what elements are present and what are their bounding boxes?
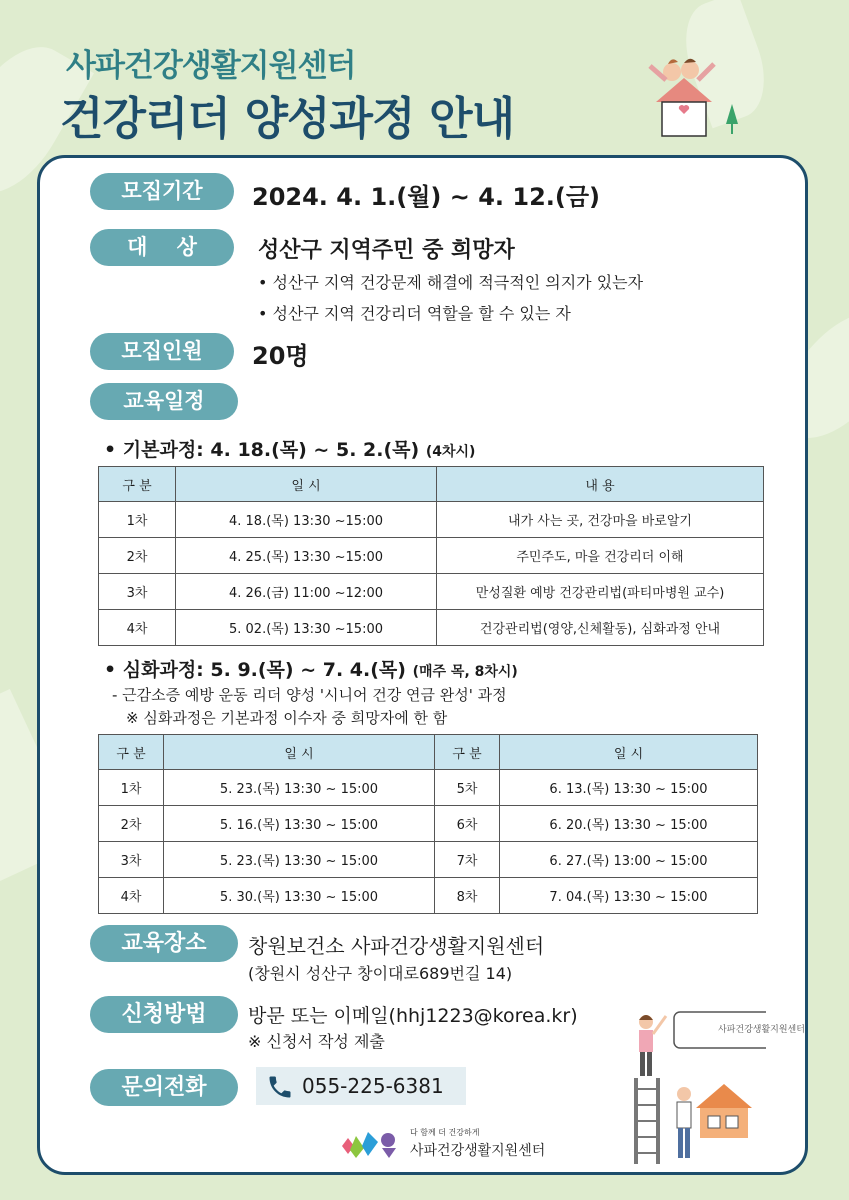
table-header-cell: 구 분 [435, 735, 500, 770]
table-cell: 4. 26.(금) 11:00 ~12:00 [176, 574, 437, 610]
table-cell: 5. 16.(목) 13:30 ~ 15:00 [164, 806, 435, 842]
table-cell: 3차 [99, 842, 164, 878]
table-row [99, 502, 764, 538]
basic-course-title [104, 435, 475, 462]
table-cell: 2차 [99, 806, 164, 842]
venue-value: 창원보건소 사파건강생활지원센터 [248, 934, 545, 958]
target-bullet-2: • 성산구 지역 건강리더 역할을 할 수 있는 자 [258, 304, 571, 323]
table-header-row [99, 467, 764, 502]
advanced-course-remark: ※ 심화과정은 기본과정 이수자 중 희망자에 한 함 [126, 709, 448, 727]
table-header-cell: 일 시 [176, 467, 437, 502]
table-cell: 5차 [435, 770, 500, 806]
table-row [99, 538, 764, 574]
table-cell: 건강관리법(영양,신체활동), 심화과정 안내 [437, 610, 764, 646]
apply-label: 신청방법 [90, 996, 238, 1033]
table-cell: 6. 27.(목) 13:00 ~ 15:00 [500, 842, 758, 878]
table-header-cell: 구 분 [99, 467, 176, 502]
table-cell: 2차 [99, 538, 176, 574]
table-cell: 8차 [435, 878, 500, 914]
contact-label: 문의전화 [90, 1069, 238, 1106]
table-header-cell: 일 시 [164, 735, 435, 770]
phone-box [256, 1067, 466, 1105]
table-cell: 7차 [435, 842, 500, 878]
table-cell: 만성질환 예방 건강관리법(파티마병원 교수) [437, 574, 764, 610]
advanced-course-note: (매주 목, 8차시) [412, 664, 518, 680]
schedule-label: 교육일정 [90, 383, 238, 420]
target-label: 대 상 [90, 229, 234, 266]
table-cell: 1차 [99, 770, 164, 806]
advanced-course-title [104, 655, 518, 682]
table-cell: 7. 04.(목) 13:30 ~ 15:00 [500, 878, 758, 914]
table-cell: 5. 23.(목) 13:30 ~ 15:00 [164, 842, 435, 878]
table-header-row [99, 735, 758, 770]
advanced-course-title-text: • 심화과정: 5. 9.(목) ~ 7. 4.(목) [104, 659, 406, 681]
table-row [99, 770, 758, 806]
table-header-cell: 구 분 [99, 735, 164, 770]
table-cell: 4차 [99, 878, 164, 914]
venue-label: 교육장소 [90, 925, 238, 962]
basic-course-table [98, 466, 764, 646]
center-logo-icon [338, 1126, 408, 1162]
table-cell: 3차 [99, 574, 176, 610]
table-cell: 4. 25.(목) 13:30 ~15:00 [176, 538, 437, 574]
table-row [99, 842, 758, 878]
table-cell: 5. 23.(목) 13:30 ~ 15:00 [164, 770, 435, 806]
table-cell: 5. 02.(목) 13:30 ~15:00 [176, 610, 437, 646]
table-cell: 6. 13.(목) 13:30 ~ 15:00 [500, 770, 758, 806]
page-title: 건강리더 양성과정 안내 [60, 92, 515, 145]
apply-note: ※ 신청서 작성 제출 [248, 1032, 385, 1051]
capacity-label: 모집인원 [90, 333, 234, 370]
table-header-cell: 일 시 [500, 735, 758, 770]
recruit-period-value: 2024. 4. 1.(월) ~ 4. 12.(금) [252, 183, 601, 211]
bubble-logo-org: 사파건강생활지원센터 [718, 1025, 805, 1035]
phone-icon [266, 1073, 294, 1101]
table-row [99, 574, 764, 610]
basic-course-note: (4차시) [425, 444, 476, 460]
table-cell: 6차 [435, 806, 500, 842]
footer-slogan: 다 함께 더 건강하게 [410, 1128, 480, 1137]
family-house-illustration [640, 58, 750, 142]
capacity-value: 20명 [252, 342, 309, 370]
advanced-course-table [98, 734, 758, 914]
venue-address: (창원시 성산구 창이대로689번길 14) [248, 964, 513, 983]
basic-course-title-text: • 기본과정: 4. 18.(목) ~ 5. 2.(목) [104, 439, 420, 461]
apply-value: 방문 또는 이메일(hhj1223@korea.kr) [248, 1005, 578, 1027]
recruit-period-label: 모집기간 [90, 173, 234, 210]
table-header-cell: 내 용 [437, 467, 764, 502]
table-cell: 6. 20.(목) 13:30 ~ 15:00 [500, 806, 758, 842]
advanced-course-desc: - 근감소증 예방 운동 리더 양성 '시니어 건강 연금 완성' 과정 [112, 686, 507, 704]
table-cell: 5. 30.(목) 13:30 ~ 15:00 [164, 878, 435, 914]
center-subtitle: 사파건강생활지원센터 [66, 48, 356, 84]
table-cell: 4차 [99, 610, 176, 646]
contact-phone[interactable]: 055-225-6381 [302, 1074, 444, 1098]
table-row [99, 806, 758, 842]
target-value: 성산구 지역주민 중 희망자 [258, 238, 515, 263]
table-cell: 1차 [99, 502, 176, 538]
table-row [99, 878, 758, 914]
target-bullet-1: • 성산구 지역 건강문제 해결에 적극적인 의지가 있는자 [258, 273, 644, 292]
table-row [99, 610, 764, 646]
table-cell: 내가 사는 곳, 건강마을 바로알기 [437, 502, 764, 538]
table-cell: 주민주도, 마을 건강리더 이해 [437, 538, 764, 574]
table-cell: 4. 18.(목) 13:30 ~15:00 [176, 502, 437, 538]
footer-org: 사파건강생활지원센터 [410, 1143, 546, 1159]
